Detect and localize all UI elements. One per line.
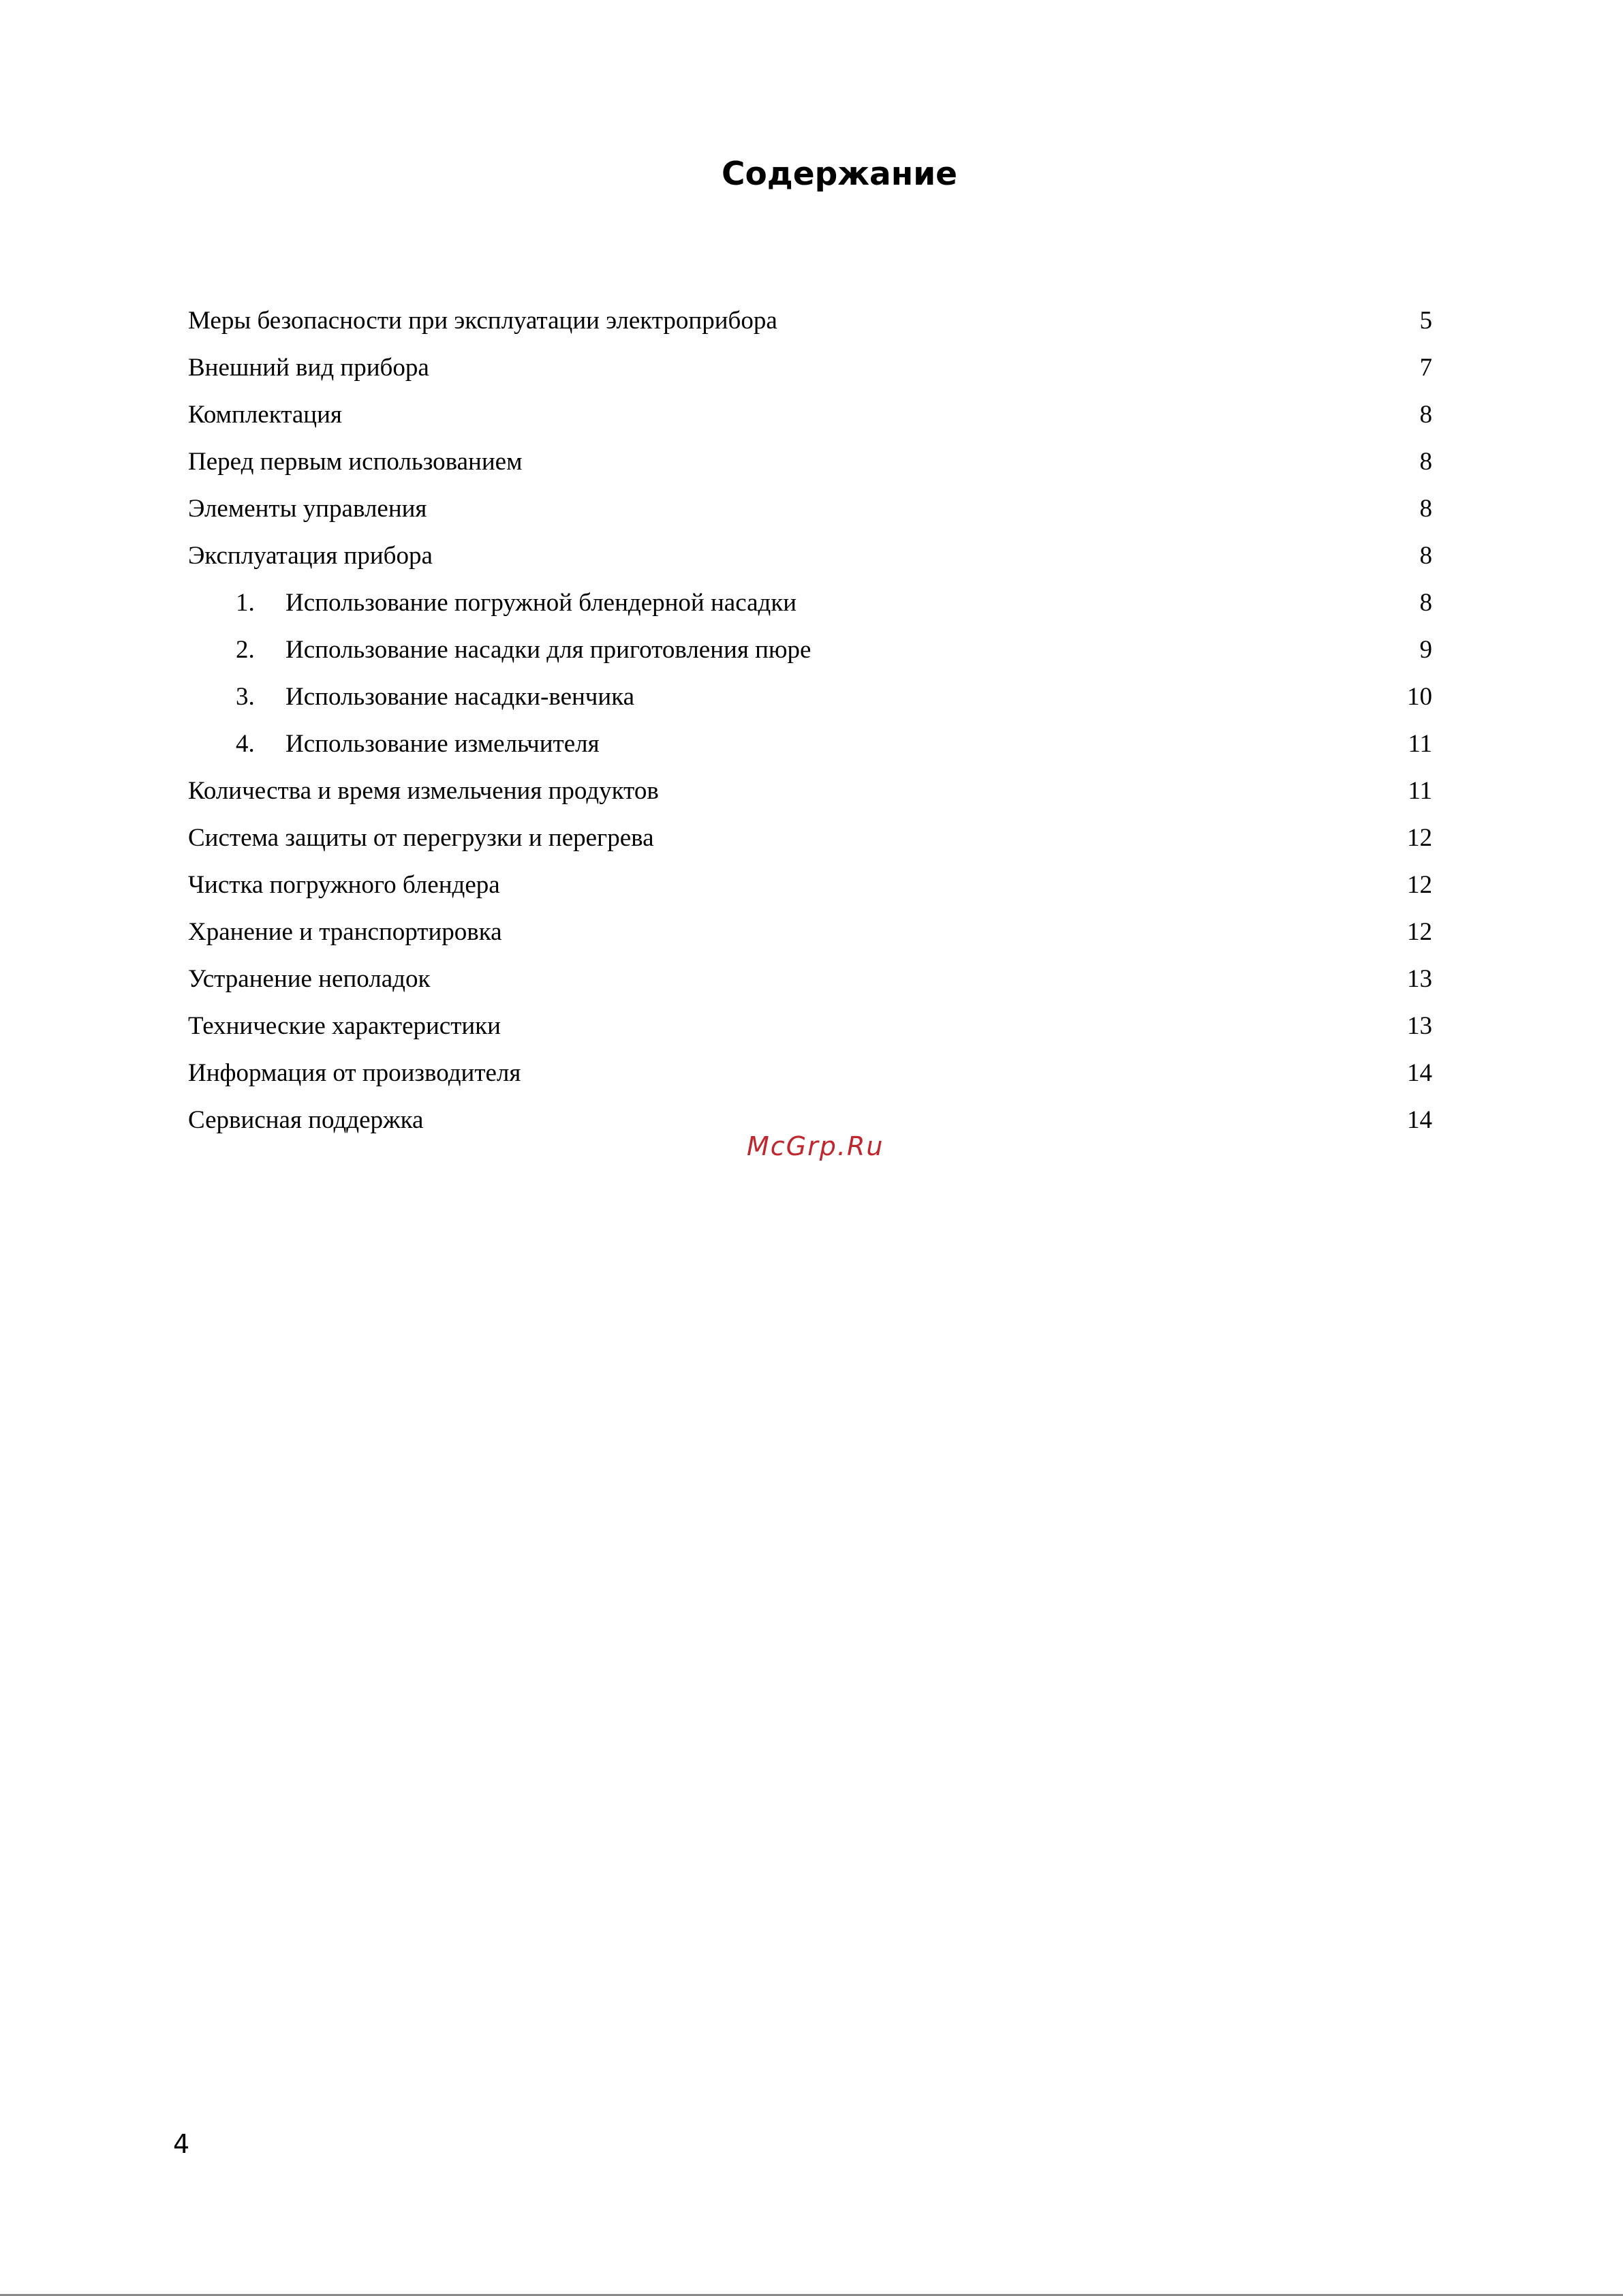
toc-entry[interactable] [188, 1056, 1432, 1103]
toc-entry[interactable] [188, 915, 1432, 962]
toc-subentry-page: 10 [1407, 683, 1432, 711]
watermark: McGrp.Ru [747, 1131, 884, 1161]
toc-entry[interactable] [188, 539, 1432, 586]
toc-subentry-number: 1. [236, 589, 255, 617]
toc-entry[interactable] [188, 492, 1432, 539]
toc-subentry-label: Использование насадки для приготовления пюре [285, 636, 812, 664]
toc-subentry-page: 8 [1419, 589, 1432, 617]
toc-entry[interactable] [188, 445, 1432, 492]
toc-subentry[interactable] [188, 633, 1432, 680]
toc-subentry[interactable] [188, 586, 1432, 633]
toc-entry-page: 8 [1419, 401, 1432, 429]
toc-entry-page: 7 [1419, 354, 1432, 382]
toc-subentry-label: Использование измельчителя [285, 730, 600, 758]
toc-entry-label: Внешний вид прибора [188, 354, 429, 382]
toc-entry-label: Меры безопасности при эксплуатации электроприбора [188, 307, 777, 335]
toc-entry-label: Элементы управления [188, 495, 427, 523]
toc-entry[interactable] [188, 351, 1432, 398]
toc-entry-label: Хранение и транспортировка [188, 918, 502, 946]
toc-entry-label: Комплектация [188, 401, 342, 429]
toc-subentry[interactable] [188, 680, 1432, 727]
toc-subentry-number: 3. [236, 683, 255, 711]
toc-entry[interactable] [188, 821, 1432, 868]
toc-entry-page: 5 [1419, 307, 1432, 335]
toc-entry[interactable] [188, 962, 1432, 1009]
toc-subentry-number: 4. [236, 730, 255, 758]
toc-entry-label: Перед первым использованием [188, 448, 523, 476]
toc-entry-page: 11 [1408, 777, 1432, 805]
toc-subentry-label: Использование погружной блендерной насадки [285, 589, 797, 617]
toc-entry-label: Устранение неполадок [188, 965, 431, 993]
toc-entry-page: 14 [1407, 1106, 1432, 1134]
toc-entry-label: Количества и время измельчения продуктов [188, 777, 659, 805]
toc-entry-label: Информация от производителя [188, 1059, 521, 1087]
toc-subentry-label: Использование насадки-венчика [285, 683, 635, 711]
toc-entry-page: 13 [1407, 965, 1432, 993]
footer-page-number: 4 [173, 2129, 190, 2159]
toc-entry[interactable] [188, 1009, 1432, 1056]
toc-entry-page: 12 [1407, 918, 1432, 946]
toc-subentry[interactable] [188, 727, 1432, 774]
toc-entry-page: 12 [1407, 824, 1432, 852]
toc-entry-page: 8 [1419, 495, 1432, 523]
toc-subentry-number: 2. [236, 636, 255, 664]
toc-subentry-page: 11 [1408, 730, 1432, 758]
toc-entry[interactable] [188, 398, 1432, 445]
toc-entry-label: Сервисная поддержка [188, 1106, 424, 1134]
toc-entry-page: 8 [1419, 448, 1432, 476]
toc-entry[interactable] [188, 774, 1432, 821]
toc-entry-label: Технические характеристики [188, 1012, 501, 1040]
toc-entry-page: 13 [1407, 1012, 1432, 1040]
toc-entry-label: Эксплуатация прибора [188, 542, 433, 570]
toc-entry[interactable] [188, 868, 1432, 915]
toc-entry-page: 14 [1407, 1059, 1432, 1087]
page-title: Содержание [721, 155, 958, 193]
toc-subentry-page: 9 [1419, 636, 1432, 664]
toc-entry[interactable] [188, 304, 1432, 351]
toc-entry-label: Система защиты от перегрузки и перегрева [188, 824, 654, 852]
toc-entry-page: 8 [1419, 542, 1432, 570]
table-of-contents [188, 304, 1432, 1150]
toc-entry-page: 12 [1407, 871, 1432, 899]
toc-entry-label: Чистка погружного блендера [188, 871, 500, 899]
